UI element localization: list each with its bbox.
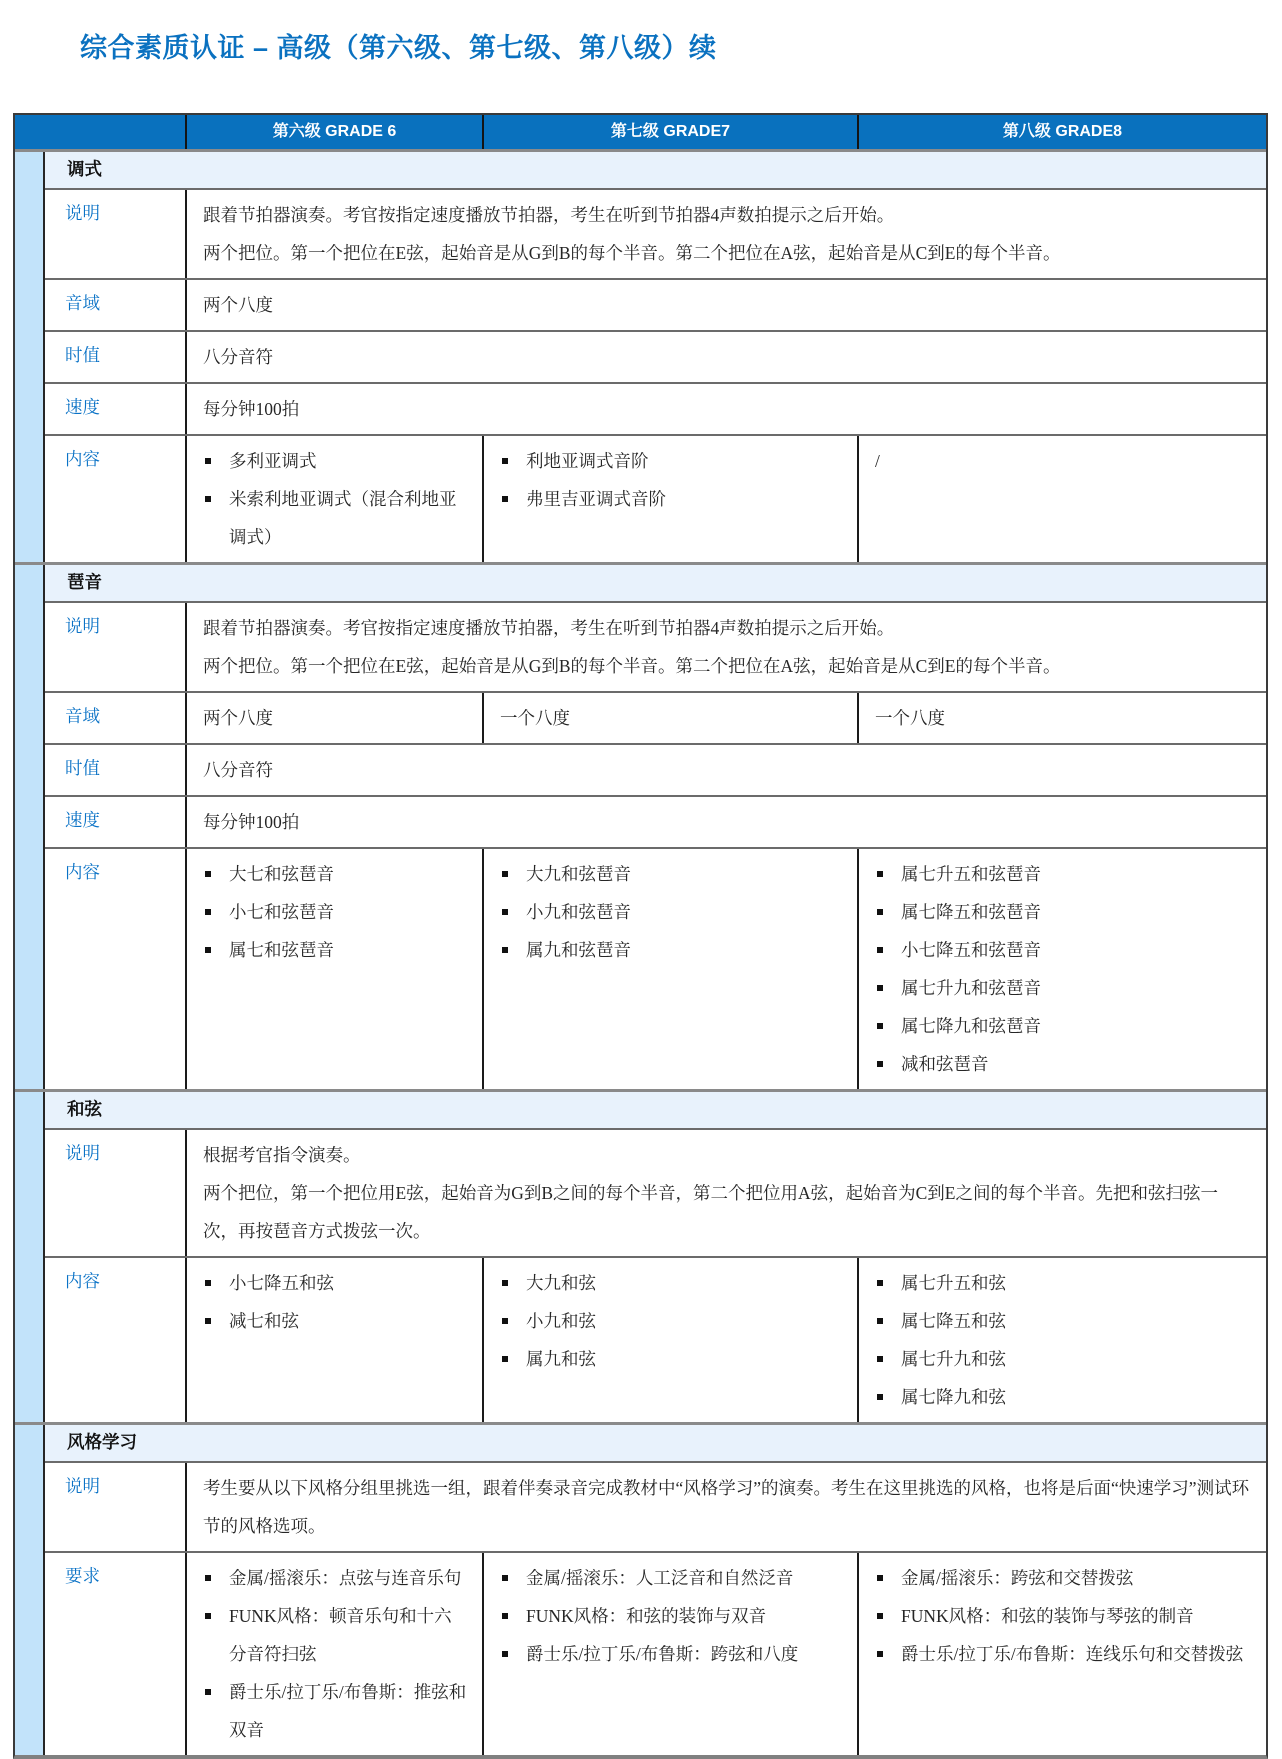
header-grade7-cell: 第七级 GRADE7 bbox=[482, 115, 857, 149]
section-title: 风格学习 bbox=[45, 1425, 1266, 1461]
content-list bbox=[500, 855, 843, 969]
list-item: 属七升九和弦琶音 bbox=[877, 969, 1252, 1007]
bullet-square-icon bbox=[877, 947, 883, 953]
row-yinyu bbox=[45, 691, 1266, 743]
row-label: 速度 bbox=[65, 397, 100, 417]
bullet-square-icon bbox=[205, 1613, 211, 1619]
list-item: 利地亚调式音阶 bbox=[502, 442, 843, 480]
list-item: 爵士乐/拉丁乐/布鲁斯：连线乐句和交替拨弦 bbox=[877, 1635, 1252, 1673]
cell-grade7 bbox=[482, 436, 857, 562]
cell-grade8 bbox=[857, 1258, 1266, 1422]
cell-span bbox=[185, 1130, 1266, 1256]
content-list bbox=[203, 855, 468, 969]
page-title: 综合素质认证 – 高级（第六级、第七级、第八级）续 bbox=[80, 33, 717, 63]
cell-grade8: 一个八度 bbox=[857, 693, 1266, 743]
list-item: 小七和弦琶音 bbox=[205, 893, 468, 931]
bullet-square-icon bbox=[877, 1394, 883, 1400]
table-header-row bbox=[15, 115, 1266, 149]
section-stripe bbox=[15, 1092, 45, 1422]
section-stripe bbox=[15, 565, 45, 1089]
row-neirong bbox=[45, 434, 1266, 562]
list-item: 属七和弦琶音 bbox=[205, 931, 468, 969]
section-style-learning bbox=[15, 1422, 1266, 1755]
bullet-square-icon bbox=[877, 1613, 883, 1619]
list-item: 金属/摇滚乐：点弦与连音乐句 bbox=[205, 1559, 468, 1597]
list-item: 弗里吉亚调式音阶 bbox=[502, 480, 843, 518]
list-item: 属七降九和弦 bbox=[877, 1378, 1252, 1416]
row-label: 说明 bbox=[65, 1476, 100, 1496]
text-line: 两个把位。第一个把位在E弦，起始音是从G到B的每个半音。第二个把位在A弦，起始音是从C到E的每个半音。 bbox=[203, 656, 1061, 676]
row-shuoming bbox=[45, 1461, 1266, 1551]
row-label: 时值 bbox=[65, 345, 100, 365]
cell-span: 两个八度 bbox=[185, 280, 1266, 330]
bullet-square-icon bbox=[877, 1280, 883, 1286]
cell-span bbox=[185, 603, 1266, 691]
list-item: 属九和弦琶音 bbox=[502, 931, 843, 969]
cell-grade6 bbox=[185, 1258, 482, 1422]
bullet-square-icon bbox=[877, 1318, 883, 1324]
bullet-square-icon bbox=[502, 1318, 508, 1324]
row-neirong bbox=[45, 1256, 1266, 1422]
list-item: 属七升九和弦 bbox=[877, 1340, 1252, 1378]
list-item: 属九和弦 bbox=[502, 1340, 843, 1378]
cell-span: 八分音符 bbox=[185, 332, 1266, 382]
row-label: 内容 bbox=[65, 1271, 100, 1291]
header-grade6-cell: 第六级 GRADE 6 bbox=[185, 115, 482, 149]
row-label: 要求 bbox=[65, 1566, 100, 1586]
row-label: 内容 bbox=[65, 449, 100, 469]
section-stripe bbox=[15, 152, 45, 562]
bullet-square-icon bbox=[502, 1651, 508, 1657]
list-item: 爵士乐/拉丁乐/布鲁斯：跨弦和八度 bbox=[502, 1635, 843, 1673]
row-label: 速度 bbox=[65, 810, 100, 830]
list-item: 小七降五和弦 bbox=[205, 1264, 468, 1302]
bullet-square-icon bbox=[502, 1280, 508, 1286]
row-shuoming bbox=[45, 188, 1266, 278]
row-sudu bbox=[45, 382, 1266, 434]
content-list bbox=[203, 442, 468, 556]
text-line: 跟着节拍器演奏。考官按指定速度播放节拍器，考生在听到节拍器4声数拍提示之后开始。 bbox=[203, 618, 895, 638]
row-yaoqiu bbox=[45, 1551, 1266, 1755]
list-item: FUNK风格：和弦的装饰与双音 bbox=[502, 1597, 843, 1635]
content-list bbox=[500, 1264, 843, 1378]
bullet-square-icon bbox=[877, 909, 883, 915]
cell-grade8: / bbox=[857, 436, 1266, 562]
bullet-square-icon bbox=[877, 1575, 883, 1581]
cell-grade7 bbox=[482, 849, 857, 1089]
row-label: 内容 bbox=[65, 862, 100, 882]
cell-span bbox=[185, 190, 1266, 278]
list-item: 属七升五和弦琶音 bbox=[877, 855, 1252, 893]
text-line: 两个把位。第一个把位在E弦，起始音是从G到B的每个半音。第二个把位在A弦，起始音是从C到E的每个半音。 bbox=[203, 243, 1061, 263]
row-label: 音域 bbox=[65, 293, 100, 313]
row-label: 说明 bbox=[65, 616, 100, 636]
cell-span: 每分钟100拍 bbox=[185, 384, 1266, 434]
requirement-list bbox=[875, 1559, 1252, 1673]
row-shizhi bbox=[45, 743, 1266, 795]
row-yinyu bbox=[45, 278, 1266, 330]
bullet-square-icon bbox=[877, 1356, 883, 1362]
bullet-square-icon bbox=[502, 947, 508, 953]
cell-grade7 bbox=[482, 1258, 857, 1422]
list-item: 减和弦琶音 bbox=[877, 1045, 1252, 1083]
row-shizhi bbox=[45, 330, 1266, 382]
list-item: FUNK风格：和弦的装饰与琴弦的制音 bbox=[877, 1597, 1252, 1635]
section-stripe bbox=[15, 1425, 45, 1755]
list-item: 属七降九和弦琶音 bbox=[877, 1007, 1252, 1045]
bullet-square-icon bbox=[877, 871, 883, 877]
grades-table bbox=[13, 113, 1268, 1759]
list-item: 小九和弦琶音 bbox=[502, 893, 843, 931]
text-line: 两个把位，第一个把位用E弦，起始音为G到B之间的每个半音，第二个把位用A弦，起始音为C到E之间的每个半音。先把和弦扫弦一次，再按琶音方式拨弦一次。 bbox=[203, 1183, 1218, 1241]
list-item: 属七降五和弦 bbox=[877, 1302, 1252, 1340]
bullet-square-icon bbox=[205, 1280, 211, 1286]
row-label: 说明 bbox=[65, 1143, 100, 1163]
list-item: 大九和弦 bbox=[502, 1264, 843, 1302]
cell-span bbox=[185, 1463, 1266, 1551]
list-item: 多利亚调式 bbox=[205, 442, 468, 480]
section-title: 调式 bbox=[45, 152, 1266, 188]
cell-grade6 bbox=[185, 1553, 482, 1755]
bullet-square-icon bbox=[877, 1061, 883, 1067]
bullet-square-icon bbox=[205, 1689, 211, 1695]
bullet-square-icon bbox=[877, 985, 883, 991]
bullet-square-icon bbox=[502, 496, 508, 502]
text-line: 根据考官指令演奏。 bbox=[203, 1145, 361, 1165]
list-item: 金属/摇滚乐：跨弦和交替拨弦 bbox=[877, 1559, 1252, 1597]
list-item: FUNK风格：顿音乐句和十六分音符扫弦 bbox=[205, 1597, 468, 1673]
section-arpeggio bbox=[15, 562, 1266, 1089]
cell-grade6 bbox=[185, 849, 482, 1089]
row-neirong bbox=[45, 847, 1266, 1089]
bullet-square-icon bbox=[502, 871, 508, 877]
bullet-square-icon bbox=[502, 1613, 508, 1619]
cell-span: 每分钟100拍 bbox=[185, 797, 1266, 847]
list-item: 米索利地亚调式（混合利地亚调式） bbox=[205, 480, 468, 556]
cell-grade7: 一个八度 bbox=[482, 693, 857, 743]
cell-grade6: 两个八度 bbox=[185, 693, 482, 743]
bullet-square-icon bbox=[502, 1356, 508, 1362]
section-title: 琶音 bbox=[45, 565, 1266, 601]
cell-grade7 bbox=[482, 1553, 857, 1755]
content-list bbox=[875, 855, 1252, 1083]
list-item: 属七降五和弦琶音 bbox=[877, 893, 1252, 931]
row-sudu bbox=[45, 795, 1266, 847]
content-list bbox=[875, 1264, 1252, 1416]
list-item: 小九和弦 bbox=[502, 1302, 843, 1340]
bullet-square-icon bbox=[205, 496, 211, 502]
cell-grade8 bbox=[857, 849, 1266, 1089]
text-line: 考生要从以下风格分组里挑选一组，跟着伴奏录音完成教材中“风格学习”的演奏。考生在这里挑选的风格，也将是后面“快速学习”测试环节的风格选项。 bbox=[203, 1478, 1250, 1536]
bullet-square-icon bbox=[205, 947, 211, 953]
header-empty-cell bbox=[15, 115, 185, 149]
section-title: 和弦 bbox=[45, 1092, 1266, 1128]
requirement-list bbox=[203, 1559, 468, 1749]
requirement-list bbox=[500, 1559, 843, 1673]
section-mode bbox=[15, 149, 1266, 562]
list-item: 减七和弦 bbox=[205, 1302, 468, 1340]
bullet-square-icon bbox=[502, 1575, 508, 1581]
cell-grade8 bbox=[857, 1553, 1266, 1755]
content-list bbox=[203, 1264, 468, 1340]
row-label: 音域 bbox=[65, 706, 100, 726]
row-label: 说明 bbox=[65, 203, 100, 223]
bullet-square-icon bbox=[205, 458, 211, 464]
bullet-square-icon bbox=[877, 1651, 883, 1657]
bullet-square-icon bbox=[205, 871, 211, 877]
bullet-square-icon bbox=[502, 458, 508, 464]
list-item: 爵士乐/拉丁乐/布鲁斯：推弦和双音 bbox=[205, 1673, 468, 1749]
row-shuoming bbox=[45, 601, 1266, 691]
row-label: 时值 bbox=[65, 758, 100, 778]
row-shuoming bbox=[45, 1128, 1266, 1256]
cell-grade6 bbox=[185, 436, 482, 562]
list-item: 大七和弦琶音 bbox=[205, 855, 468, 893]
list-item: 属七升五和弦 bbox=[877, 1264, 1252, 1302]
text-line: 跟着节拍器演奏。考官按指定速度播放节拍器，考生在听到节拍器4声数拍提示之后开始。 bbox=[203, 205, 895, 225]
content-list bbox=[500, 442, 843, 518]
bullet-square-icon bbox=[502, 909, 508, 915]
list-item: 大九和弦琶音 bbox=[502, 855, 843, 893]
list-item: 金属/摇滚乐：人工泛音和自然泛音 bbox=[502, 1559, 843, 1597]
bullet-square-icon bbox=[205, 1575, 211, 1581]
bullet-square-icon bbox=[205, 909, 211, 915]
cell-span: 八分音符 bbox=[185, 745, 1266, 795]
bullet-square-icon bbox=[877, 1023, 883, 1029]
bullet-square-icon bbox=[205, 1318, 211, 1324]
section-chord bbox=[15, 1089, 1266, 1422]
list-item: 小七降五和弦琶音 bbox=[877, 931, 1252, 969]
header-grade8-cell: 第八级 GRADE8 bbox=[857, 115, 1266, 149]
